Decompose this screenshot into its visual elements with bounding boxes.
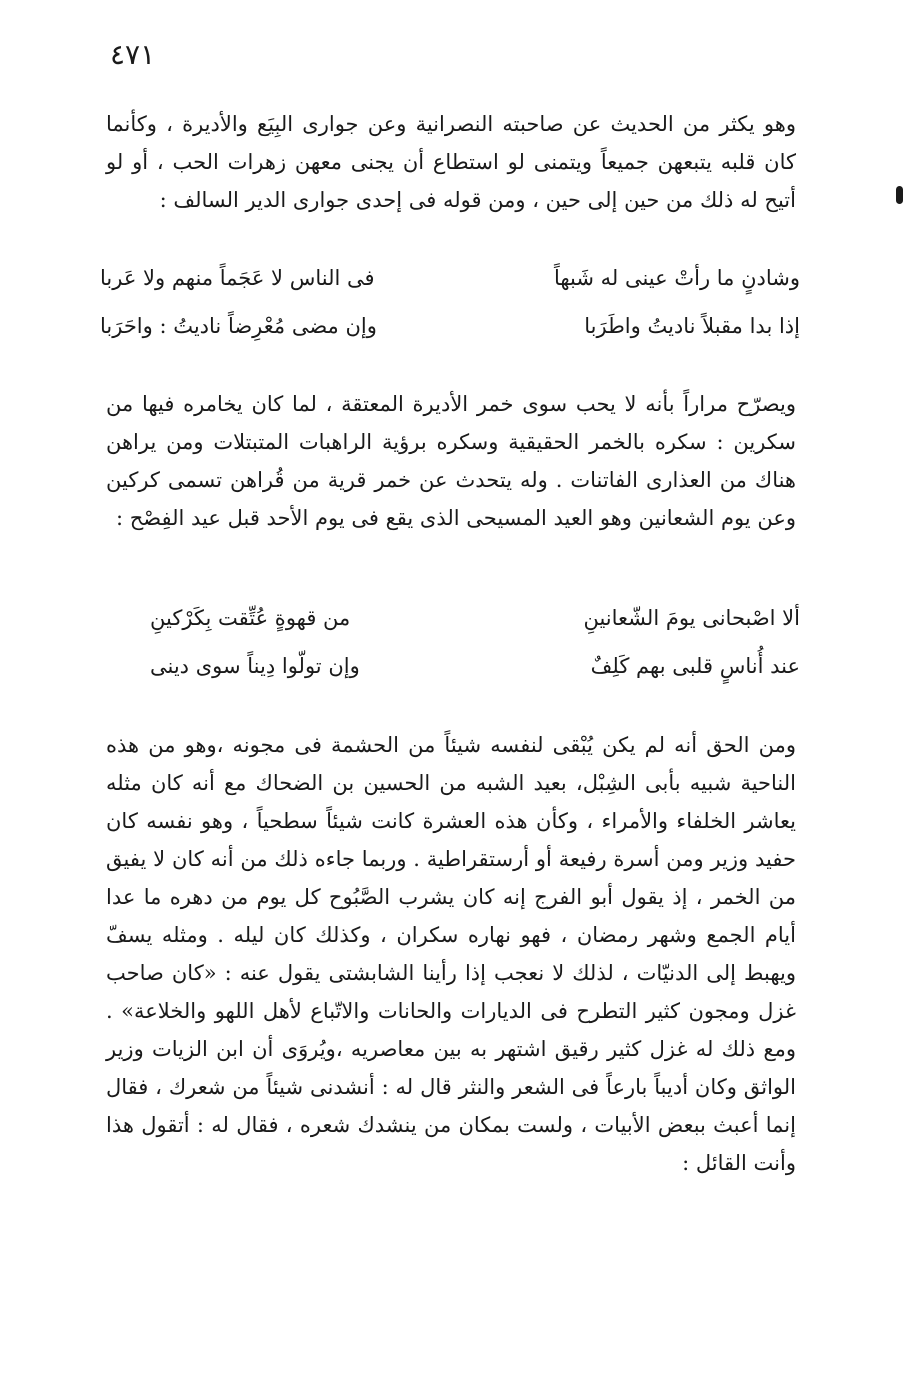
paragraph-1: وهو يكثر من الحديث عن صاحبته النصرانية وعن جوارى البِيَع والأديرة ، وكأنما كان قلبه يتبعهن جميعاً ويتمنى لو استطاع أن يجنى معهن زهرات الحب ، أو لو أتيح له ذلك من حين إلى حين ، ومن قوله فى إحدى جوارى الدير السالف : — [106, 112, 796, 212]
verse-line — [100, 594, 800, 642]
verse-second-hemistich: من قهوةٍ عُتِّقت بِكَرْكينِ — [150, 606, 351, 630]
verse-line — [100, 302, 800, 350]
verse-second-hemistich: وإن مضى مُعْرِضاً ناديتُ : واحَرَبا — [100, 314, 377, 338]
paragraph-2: ويصرّح مراراً بأنه لا يحب سوى خمر الأديرة المعتقة ، لما كان يخامره فيها من سكرين : سكره بالخمر الحقيقية وسكره برؤية الراهبات المتبتلات ومن يراهن هناك من العذارى الفاتنات . وله يتحدث عن خمر قرية من قُراهن تسمى كركين وعن يوم الشعانين وهو العيد المسيحى الذى يقع فى يوم الأحد قبل عيد الفِصْح : — [106, 392, 796, 530]
verse-first-hemistich: ألا اصْبحانى يومَ الشّعانينِ — [583, 606, 800, 630]
verse-first-hemistich: إذا بدا مقبلاً ناديتُ واطَرَبا — [584, 314, 800, 338]
verse-second-hemistich: وإن تولّوا دِيناً سوى دينى — [150, 654, 360, 678]
verse-second-hemistich: فى الناس لا عَجَماً منهم ولا عَربا — [100, 266, 375, 290]
page-number: ٤٧١ — [110, 38, 156, 71]
verse-line — [100, 642, 800, 690]
poem-1 — [100, 254, 800, 350]
verse-first-hemistich: وشادنٍ ما رأتْ عينى له شَبهاً — [553, 266, 800, 290]
verse-line — [100, 254, 800, 302]
paragraph-3: ومن الحق أنه لم يكن يُبْقى لنفسه شيئاً من الحشمة فى مجونه ،وهو من هذه الناحية شبيه بأبى الشِبْل، بعيد الشبه من الحسين بن الضحاك مع أنه كان مثله يعاشر الخلفاء والأمراء ، وكأن هذه العشرة كانت شيئاً سطحياً ، وهو نفسه كان حفيد وزير ومن أسرة رفيعة أو أرستقراطية . وربما جاءه ذلك من أنه كان لا يفيق من الخمر ، إذ يقول أبو الفرج إنه كان يشرب الصَّبُوح كل يوم من دهره ما عدا أيام الجمع وشهر رمضان ، فهو نهاره سكران ، وكذلك كان ليله . ومثله يسفّ ويهبط إلى الدنيّات ، لذلك لا نعجب إذا رأينا الشابشتى يقول عنه : «كان صاحب غزل ومجون كثير التطرح فى الديارات والحانات والاتّباع لأهل اللهو والخلاعة» . ومع ذلك له غزل كثير رقيق اشتهر به بين معاصريه ،ويُروَى أن ابن الزيات وزير الواثق وكان أديباً بارعاً فى الشعر والنثر قال له : أنشدنى شيئاً من شعرك ، فقال إنما أعبث ببعض الأبيات ، ولست بمكان من ينشدك شعره ، فقال له : أتقول هذا وأنت القائل : — [106, 733, 796, 1175]
poem-2 — [100, 594, 800, 690]
margin-mark — [896, 186, 903, 204]
verse-first-hemistich: عند أُناسٍ قلبى بهم كَلِفٌ — [590, 654, 800, 678]
